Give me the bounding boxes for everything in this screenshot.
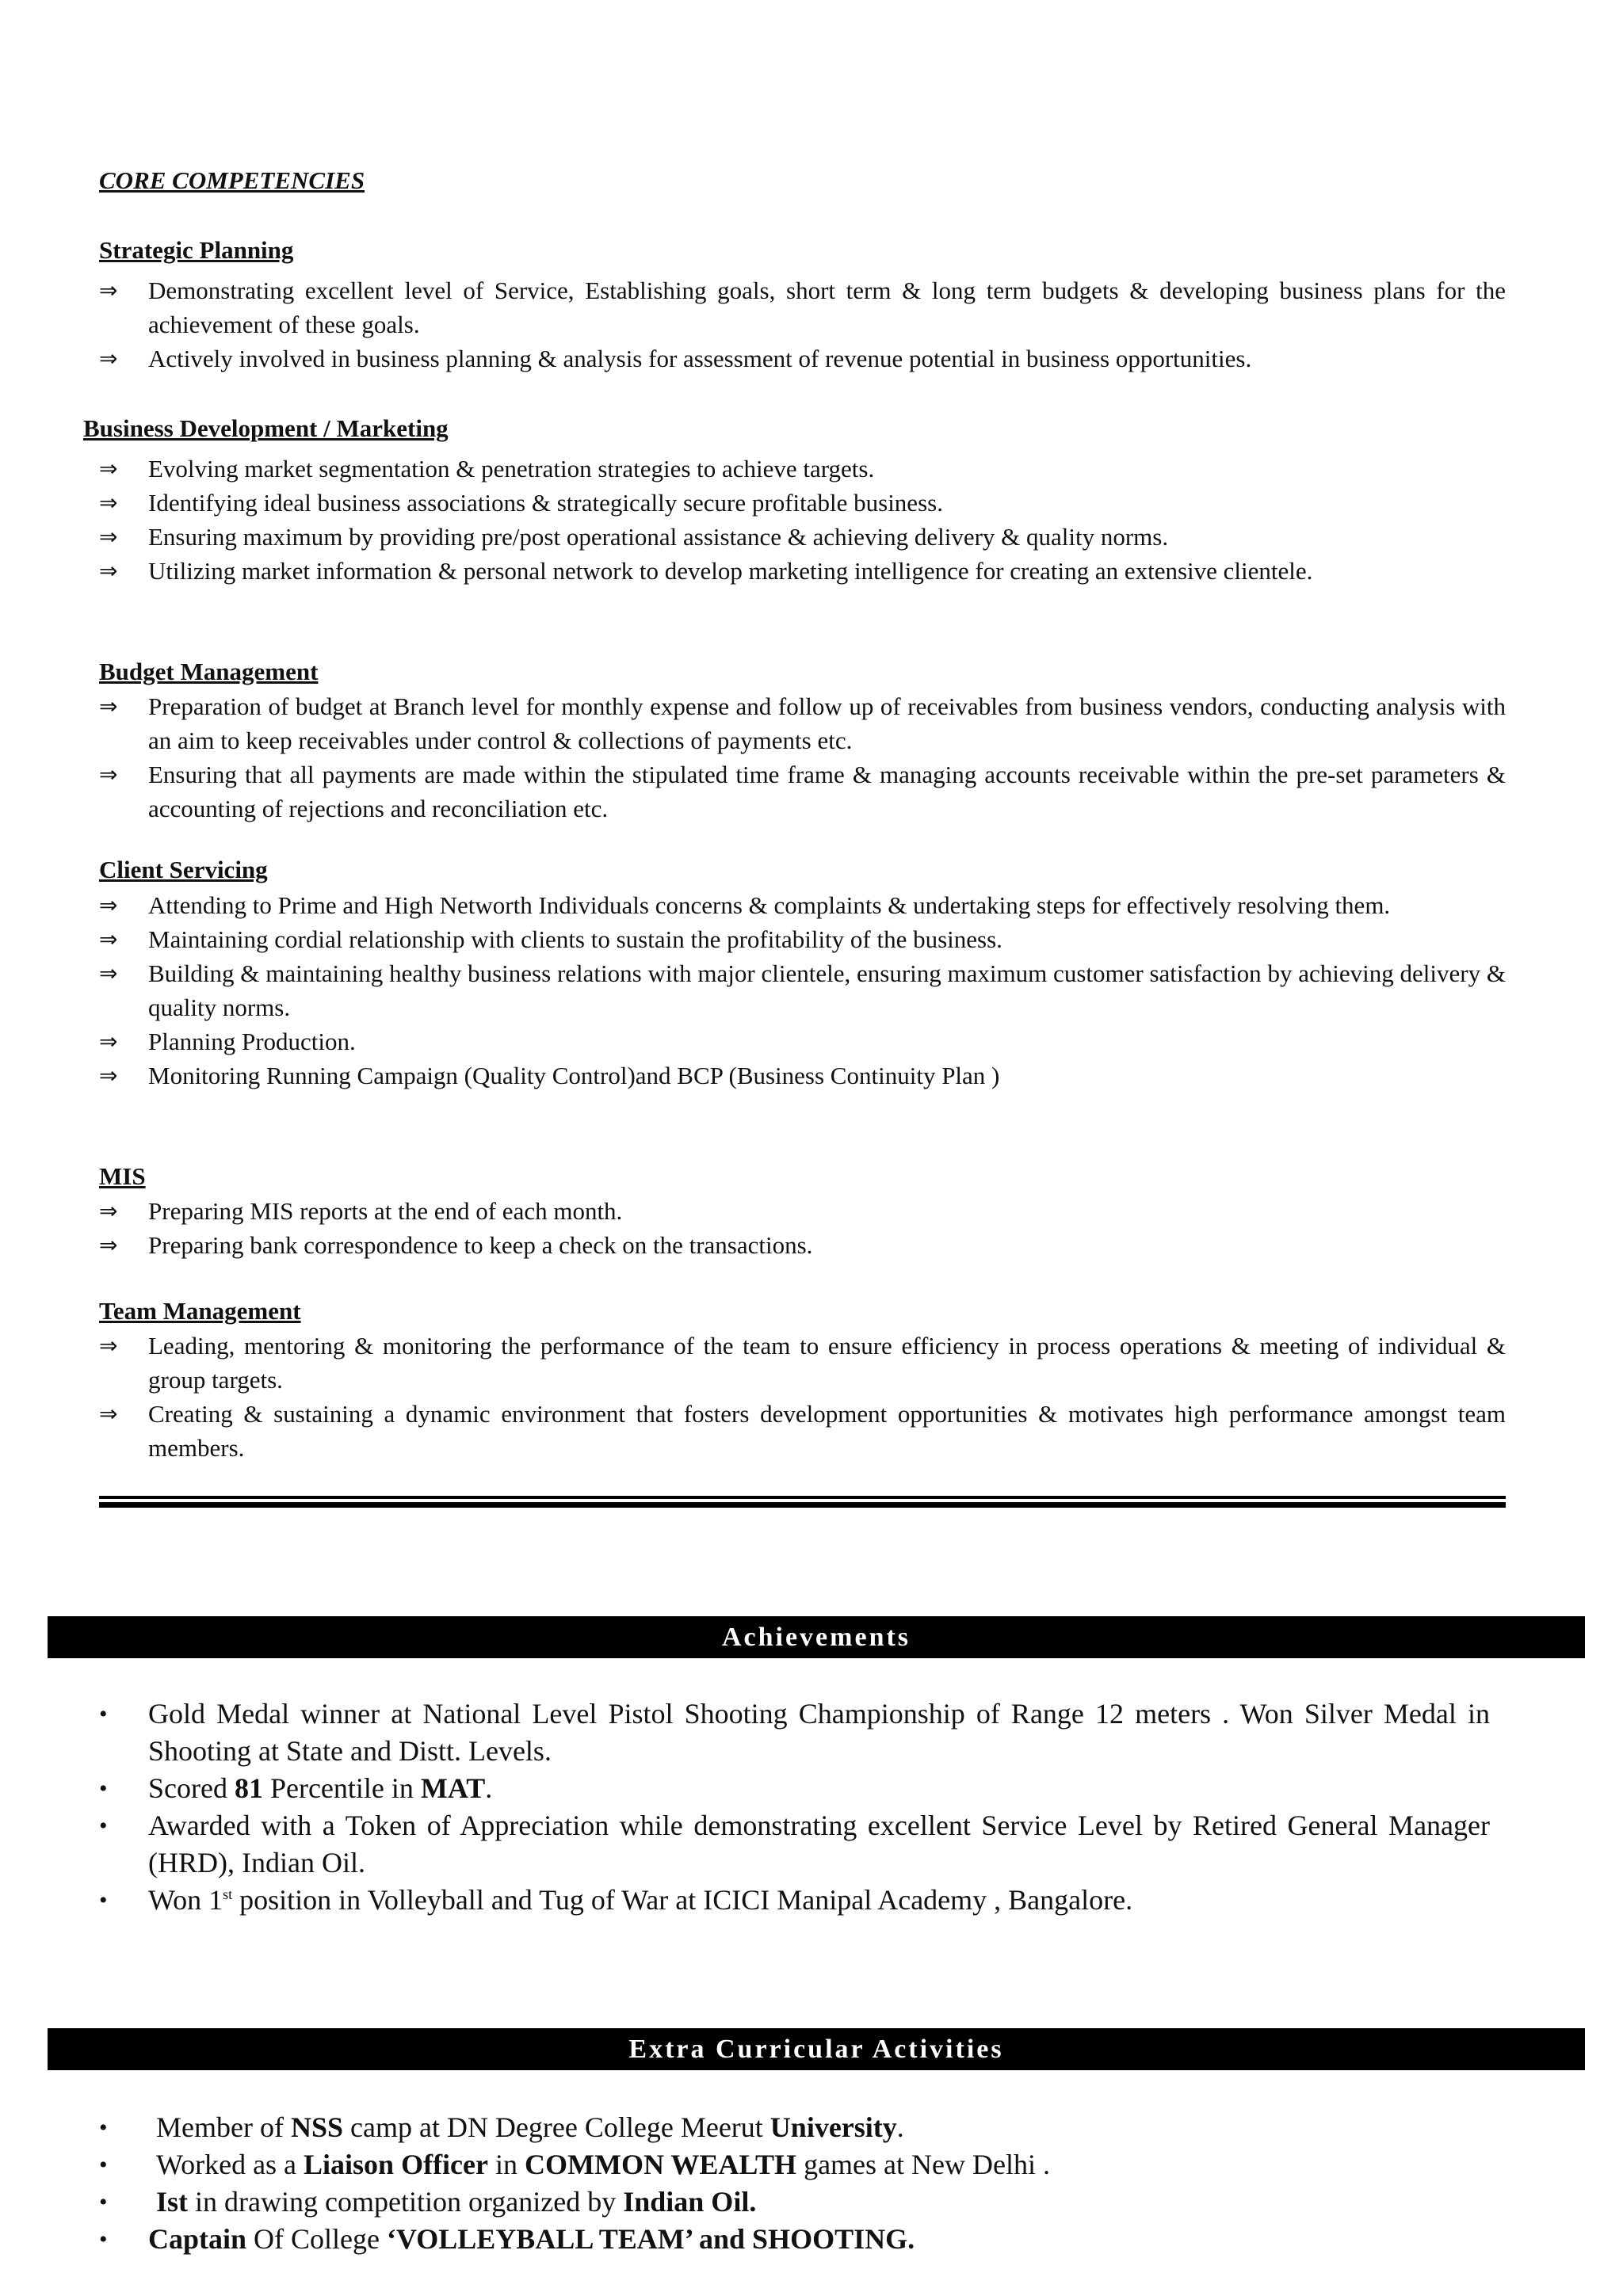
arrow-icon: ⇒ (99, 1062, 118, 1089)
extra-curricular-banner: Extra Curricular Activities (48, 2028, 1585, 2070)
list-item: ⇒ Actively involved in business planning & analysis for assessment of revenue potential in business opportunities. (99, 341, 1506, 376)
business-development-list (99, 452, 1506, 588)
section-heading-mis: MIS (99, 1162, 146, 1190)
arrow-icon: ⇒ (99, 892, 118, 918)
list-item: ⇒ Ensuring that all payments are made within the stipulated time frame & managing accounts receivable within the pre-set parameters & accounting of rejections and reconciliation etc. (99, 757, 1506, 826)
bullet-icon: • (99, 1813, 108, 1839)
list-item: • Ist in drawing competition organized by Indian Oil. (99, 2183, 1490, 2221)
achievements-list (99, 1695, 1490, 1919)
list-item: • Scored 81 Percentile in MAT. (99, 1770, 1490, 1807)
team-management-list (99, 1329, 1506, 1465)
client-servicing-list (99, 888, 1506, 1093)
bullet-icon: • (99, 2189, 108, 2215)
list-item: ⇒ Creating & sustaining a dynamic environment that fosters development opportunities & motivates high performance amongst team members. (99, 1397, 1506, 1465)
arrow-icon: ⇒ (99, 761, 118, 788)
list-item: ⇒ Evolving market segmentation & penetration strategies to achieve targets. (99, 452, 1506, 486)
list-item: ⇒ Preparation of budget at Branch level for monthly expense and follow up of receivables from business vendors, conducting analysis with an aim to keep receivables under control & collections of payments etc. (99, 689, 1506, 757)
section-heading-strategic-planning: Strategic Planning (99, 236, 294, 264)
arrow-icon: ⇒ (99, 490, 118, 516)
bullet-icon: • (99, 2115, 108, 2141)
section-heading-team-management: Team Management (99, 1297, 301, 1325)
list-item: • Won 1st position in Volleyball and Tug of War at ICICI Manipal Academy , Bangalore. (99, 1882, 1490, 1919)
list-item: ⇒ Building & maintaining healthy business relations with major clientele, ensuring maximum customer satisfaction by achieving delivery & quality norms. (99, 956, 1506, 1024)
budget-management-list (99, 689, 1506, 826)
arrow-icon: ⇒ (99, 1028, 118, 1055)
list-item: • Worked as a Liaison Officer in COMMON WEALTH games at New Delhi . (99, 2146, 1490, 2183)
achievements-banner: Achievements (48, 1616, 1585, 1658)
list-item: ⇒ Leading, mentoring & monitoring the performance of the team to ensure efficiency in process operations & meeting of individual & group targets. (99, 1329, 1506, 1397)
section-heading-budget-management: Budget Management (99, 658, 319, 685)
arrow-icon: ⇒ (99, 1232, 118, 1258)
bullet-icon: • (99, 1887, 108, 1913)
mis-list (99, 1194, 1506, 1262)
section-heading-client-servicing: Client Servicing (99, 856, 268, 883)
bullet-icon: • (99, 1775, 108, 1802)
arrow-icon: ⇒ (99, 1401, 118, 1427)
strategic-planning-list (99, 273, 1506, 376)
list-item: ⇒ Identifying ideal business associations & strategically secure profitable business. (99, 486, 1506, 520)
arrow-icon: ⇒ (99, 1333, 118, 1359)
list-item: • Member of NSS camp at DN Degree College Meerut University. (99, 2109, 1490, 2146)
arrow-icon: ⇒ (99, 693, 118, 719)
list-item: • Awarded with a Token of Appreciation while demonstrating excellent Service Level by Retired General Manager (HRD), Indian Oil. (99, 1807, 1490, 1882)
arrow-icon: ⇒ (99, 558, 118, 584)
arrow-icon: ⇒ (99, 277, 118, 303)
arrow-icon: ⇒ (99, 345, 118, 372)
bullet-icon: • (99, 2152, 108, 2178)
arrow-icon: ⇒ (99, 524, 118, 550)
list-item: ⇒ Maintaining cordial relationship with clients to sustain the profitability of the business. (99, 922, 1506, 956)
arrow-icon: ⇒ (99, 926, 118, 952)
list-item: ⇒ Monitoring Running Campaign (Quality Control)and BCP (Business Continuity Plan ) (99, 1058, 1506, 1093)
section-heading-business-development: Business Development / Marketing (83, 414, 449, 442)
extra-curricular-list (99, 2109, 1490, 2258)
section-divider (99, 1496, 1506, 1508)
bullet-icon: • (99, 1701, 108, 1727)
list-item: ⇒ Preparing bank correspondence to keep a check on the transactions. (99, 1228, 1506, 1262)
list-item: • Gold Medal winner at National Level Pistol Shooting Championship of Range 12 meters . Won Silver Medal in Shooting at State and Distt. Levels. (99, 1695, 1490, 1770)
list-item: ⇒ Attending to Prime and High Networth Individuals concerns & complaints & undertaking steps for effectively resolving them. (99, 888, 1506, 922)
list-item: ⇒ Preparing MIS reports at the end of each month. (99, 1194, 1506, 1228)
list-item: ⇒ Demonstrating excellent level of Service, Establishing goals, short term & long term budgets & developing business plans for the achievement of these goals. (99, 273, 1506, 341)
list-item: ⇒ Utilizing market information & personal network to develop marketing intelligence for creating an extensive clientele. (99, 554, 1506, 588)
bullet-icon: • (99, 2226, 108, 2252)
arrow-icon: ⇒ (99, 960, 118, 986)
list-item: • Captain Of College ‘VOLLEYBALL TEAM’ and SHOOTING. (99, 2221, 1490, 2258)
arrow-icon: ⇒ (99, 456, 118, 482)
list-item: ⇒ Ensuring maximum by providing pre/post operational assistance & achieving delivery & quality norms. (99, 520, 1506, 554)
arrow-icon: ⇒ (99, 1198, 118, 1224)
core-competencies-title: CORE COMPETENCIES (99, 166, 365, 194)
list-item: ⇒ Planning Production. (99, 1024, 1506, 1058)
